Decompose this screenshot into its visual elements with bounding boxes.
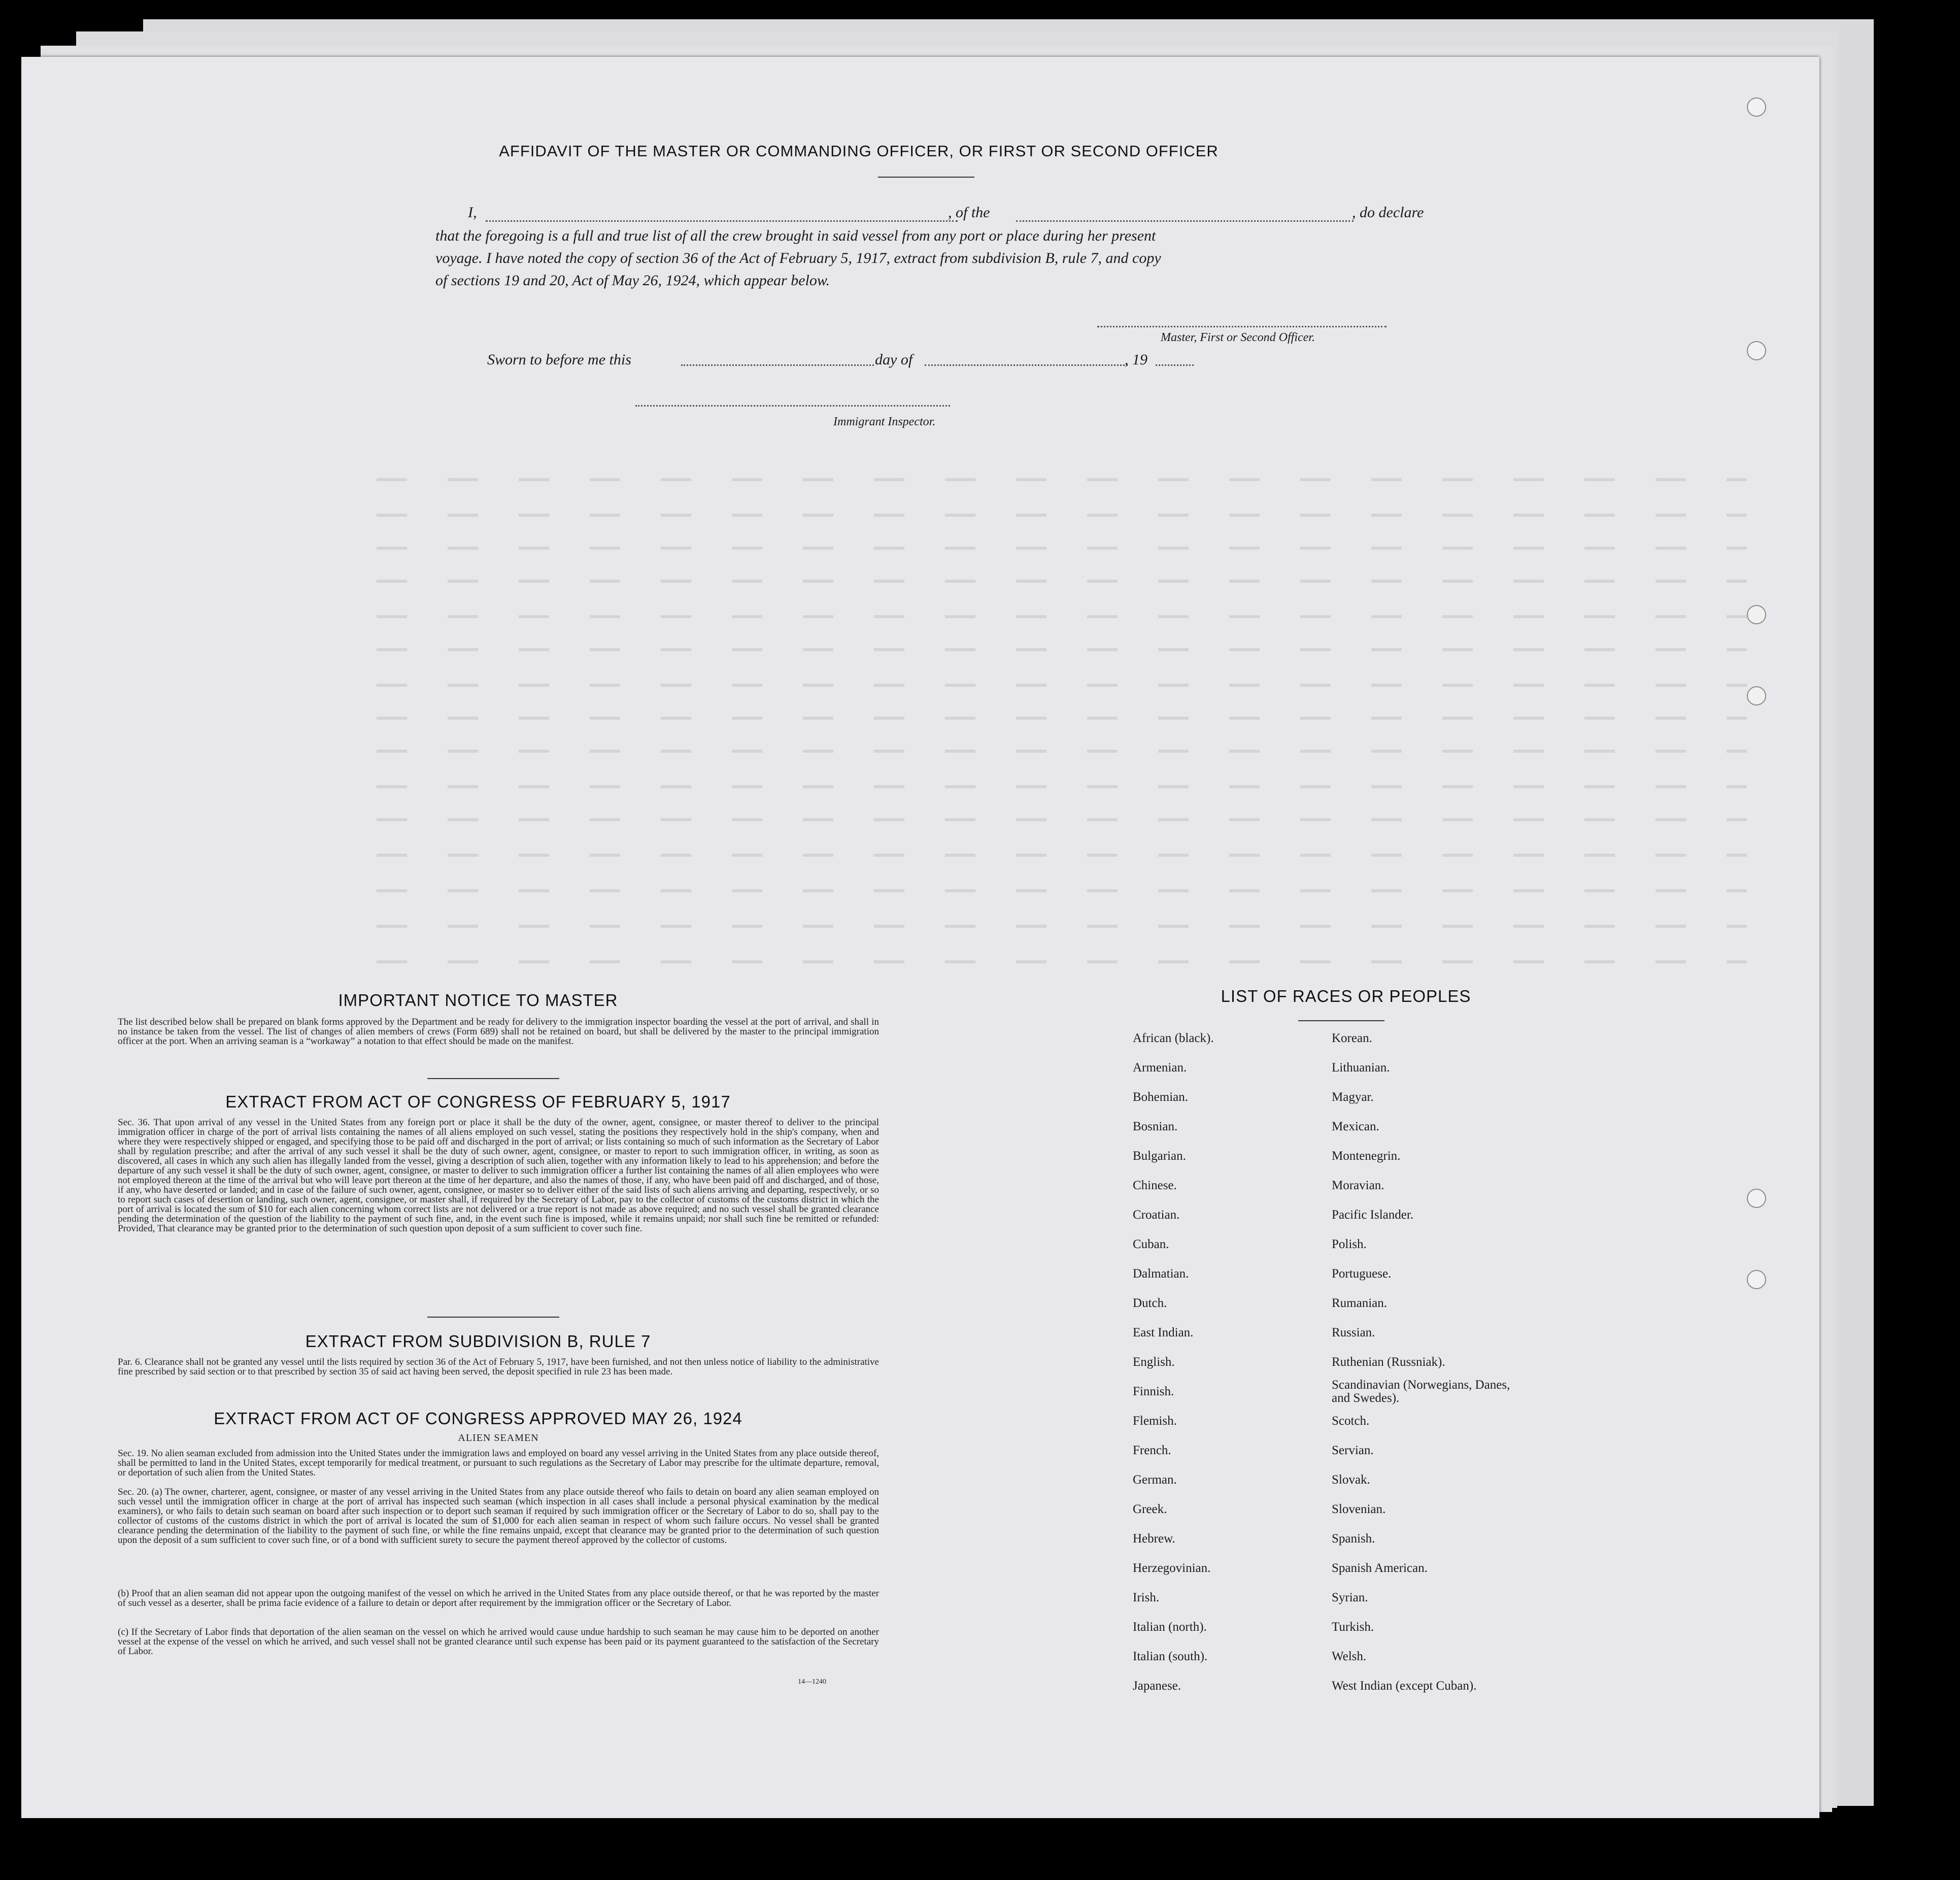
extract-1924-subtitle: ALIEN SEAMEN — [458, 1432, 539, 1443]
race-item: Finnish. — [1133, 1385, 1174, 1398]
name-blank[interactable] — [486, 220, 958, 222]
race-item: West Indian (except Cuban). — [1332, 1679, 1477, 1693]
binder-hole — [1747, 1189, 1766, 1208]
race-item: Dutch. — [1133, 1296, 1167, 1310]
extract-1924-sec20b: (b) Proof that an alien seaman did not appear upon the outgoing manifest of the vessel on which he arrived in the United States from any place outside thereof, or that he was reported by the master of such vessel as a deserter, shall be prima facie evidence of a failure to detain or deport after requirement by the immigration officer or the Secretary of Labor. — [118, 1588, 879, 1608]
race-item: Flemish. — [1133, 1414, 1177, 1428]
race-item: Chinese. — [1133, 1179, 1177, 1192]
race-item: Spanish American. — [1332, 1561, 1428, 1575]
affidavit-line-3: voyage. I have noted the copy of section 36 of the Act of February 5, 1917, extract from subdivision B, rule 7, and copy — [435, 250, 1161, 266]
race-item: Scandinavian (Norwegians, Danes, and Swedes). — [1332, 1378, 1510, 1405]
race-item: Moravian. — [1332, 1179, 1384, 1192]
show-through-row — [377, 684, 1747, 687]
race-item: Spanish. — [1332, 1532, 1375, 1546]
binder-hole — [1747, 605, 1766, 624]
sworn-month-blank[interactable] — [925, 364, 1128, 366]
affidavit-i: I, — [468, 204, 477, 221]
section-rule — [427, 1078, 559, 1079]
race-item: Lithuanian. — [1332, 1061, 1390, 1075]
race-item: French. — [1133, 1443, 1171, 1457]
race-item: Dalmatian. — [1133, 1267, 1189, 1281]
races-rule — [1298, 1020, 1384, 1021]
race-item: Scotch. — [1332, 1414, 1370, 1428]
show-through-row — [377, 514, 1747, 517]
show-through-row — [377, 615, 1747, 618]
race-item: Italian (north). — [1133, 1620, 1207, 1634]
master-signature-label: Master, First or Second Officer. — [1161, 331, 1315, 344]
show-through-row — [377, 648, 1747, 651]
affidavit-title: AFFIDAVIT OF THE MASTER OR COMMANDING OFFICER, OR FIRST OR SECOND OFFICER — [499, 142, 1219, 160]
race-item: Japanese. — [1133, 1679, 1181, 1693]
vessel-blank[interactable] — [1016, 220, 1354, 222]
show-through-row — [377, 960, 1747, 963]
race-item: Slovak. — [1332, 1473, 1370, 1487]
race-item: English. — [1133, 1355, 1175, 1369]
sworn-year: , 19 — [1125, 351, 1147, 368]
extract-1924-sec20c: (c) If the Secretary of Labor finds that deportation of the alien seaman on the vessel on which he arrived would cause undue hardship to such seaman he may cause him to be deported on another vessel at the expense of the vessel on which he arrived, and such vessel shall not be granted clearance until such expense has been paid or its payment guaranteed to the satisfaction of the Secretary of Labor. — [118, 1627, 879, 1657]
show-through-row — [377, 925, 1747, 928]
race-item: Magyar. — [1332, 1090, 1374, 1104]
race-item: Bosnian. — [1133, 1120, 1178, 1133]
race-item: Welsh. — [1332, 1650, 1367, 1663]
race-item: Italian (south). — [1133, 1650, 1208, 1663]
show-through-row — [377, 818, 1747, 821]
show-through-row — [377, 717, 1747, 720]
binder-hole — [1747, 97, 1766, 117]
race-item: East Indian. — [1133, 1326, 1194, 1339]
race-item: Korean. — [1332, 1031, 1372, 1045]
extract-1917-body: Sec. 36. That upon arrival of any vessel in the United States from any foreign port or place it shall be the duty of the owner, agent, consignee, or master thereof to deliver to the principal immigration officer in charge of the port of arrival lists containing the names of all aliens employed on such vessel, stating the positions they respectively hold in the ship's company, when and where they were respectively shipped or engaged, and specifying those to be paid off and discharged in the port of arrival; or lists containing so much of such information as the Secretary of Labor shall by regulation prescribe; and after the arrival of any such vessel it shall be the duty of such owner, agent, consignee, or master to report to such immigration officer, in writing, as soon as discovered, all cases in which any such alien has illegally landed from the vessel, giving a description of such alien, together with any information likely to lead to his apprehension; and before the departure of any such vessel it shall be the duty of such owner, agent, consignee, or master to deliver to such immigration officer a further list containing the names of all alien employees who were not employed thereon at the time of the arrival but who will leave port thereon at the time of her departure, and also the names of those, if any, who have been paid off and discharged, and of those, if any, who have deserted or landed; and in case of the failure of such owner, agent, consignee, or master so to deliver either of the said lists of such aliens arriving and departing, respectively, or so to report such cases of desertion or landing, such owner, agent, consignee, or master shall, if required by the Secretary of Labor, pay to the collector of customs of the customs district in which the port of arrival is located the sum of $10 for each alien concerning whom correct lists are not delivered or a true report is not made as above required; and no such vessel shall be granted clearance pending the determination of the question of the liability to the payment of such fine, and, in the event such fine is imposed, while it remains unpaid; nor shall such fine be remitted or refunded: Provided, That clearance may be granted prior to the determination of such question upon deposit of a sum sufficient to cover such fine. — [118, 1117, 879, 1234]
race-item: Servian. — [1332, 1443, 1374, 1457]
show-through-row — [377, 854, 1747, 857]
form-number: 14—1240 — [798, 1678, 826, 1686]
notice-title: IMPORTANT NOTICE TO MASTER — [338, 991, 618, 1010]
race-item: Portuguese. — [1332, 1267, 1392, 1281]
sworn-day-of: day of — [875, 351, 913, 368]
race-item: Herzegovinian. — [1133, 1561, 1211, 1575]
affidavit-do-declare: , do declare — [1352, 204, 1424, 221]
binder-hole — [1747, 1270, 1766, 1289]
binder-hole — [1747, 686, 1766, 706]
extract-1924-sec20a: Sec. 20. (a) The owner, charterer, agent, consignee, or master of any vessel arriving in the United States from any place outside thereof who fails to detain on board any alien seaman employed on such vessel until the immigration officer in charge at the port of arrival has inspected such seaman (which inspection in all cases shall include a personal physical examination by the medical examiners), or who fails to detain such seaman on board after such inspection or to deport such seaman if required by such immigration officer or the Secretary of Labor to do so, shall pay to the collector of customs of the customs district in which the port of arrival is located the sum of $1,000 for each alien seaman in respect of whom such failure occurs. No vessel shall be granted clearance pending the determination of the liability to the payment of such fine, or while the fine remains unpaid, except that clearance may be granted prior to the determination of such question upon the deposit of a sum sufficient to cover such fine, or of a bond with sufficient surety to secure the payment thereof approved by the collector of customs. — [118, 1487, 879, 1546]
race-item: Irish. — [1133, 1591, 1160, 1604]
race-item: Croatian. — [1133, 1208, 1180, 1222]
race-item: Rumanian. — [1332, 1296, 1388, 1310]
master-signature-blank[interactable] — [1097, 326, 1387, 327]
title-rule — [878, 177, 974, 178]
affidavit-of-the: , of the — [948, 204, 990, 221]
show-through-row — [377, 785, 1747, 788]
show-through-row — [377, 547, 1747, 550]
inspector-label: Immigrant Inspector. — [833, 415, 936, 428]
race-item: Montenegrin. — [1332, 1149, 1401, 1163]
race-item: African (black). — [1133, 1031, 1214, 1045]
inspector-signature-blank[interactable] — [635, 405, 950, 407]
extract-1924-sec19: Sec. 19. No alien seaman excluded from admission into the United States under the immigration laws and employed on board any vessel arriving in the United States from any place outside thereof, shall be permitted to land in the United States, except temporarily for medical treatment, or pursuant to such regulations as the Secretary of Labor may prescribe for the ultimate departure, removal, or deportation of such alien from the United States. — [118, 1448, 879, 1478]
binder-hole — [1747, 341, 1766, 360]
race-item: Hebrew. — [1133, 1532, 1175, 1546]
notice-body: The list described below shall be prepared on blank forms approved by the Department and be ready for delivery to the immigration inspector boarding the vessel at the port of arrival, and shall in no instance be taken from the vessel. The list of changes of alien members of crews (Form 689) shall not be retained on board, but shall be delivered by the master to the principal immigration officer at the port. When an arriving seaman is a “workaway” a notation to that effect should be made on the manifest. — [118, 1017, 879, 1047]
document-page — [21, 57, 1819, 1818]
show-through-row — [377, 580, 1747, 583]
show-through-row — [377, 750, 1747, 753]
sworn-year-blank[interactable] — [1156, 364, 1194, 366]
show-through-row — [377, 478, 1747, 481]
sworn-prefix: Sworn to before me this — [487, 351, 631, 368]
affidavit-line-4: of sections 19 and 20, Act of May 26, 1924, which appear below. — [435, 272, 830, 289]
race-item: Armenian. — [1133, 1061, 1187, 1075]
extract-1917-title: EXTRACT FROM ACT OF CONGRESS OF FEBRUARY 5, 1917 — [225, 1092, 731, 1111]
extract-rule7-body: Par. 6. Clearance shall not be granted any vessel until the lists required by section 36 of the Act of February 5, 1917, have been furnished, and not then unless notice of liability to the administrative fine prescribed by said section or to that prescribed by section 35 of said act having been served, the deposit specified in rule 23 has been made. — [118, 1357, 879, 1377]
show-through-row — [377, 889, 1747, 892]
extract-1924-title: EXTRACT FROM ACT OF CONGRESS APPROVED MAY 26, 1924 — [214, 1409, 742, 1428]
race-item: Ruthenian (Russniak). — [1332, 1355, 1445, 1369]
race-item: Bulgarian. — [1133, 1149, 1186, 1163]
extract-rule7-title: EXTRACT FROM SUBDIVISION B, RULE 7 — [305, 1332, 651, 1351]
race-item: German. — [1133, 1473, 1177, 1487]
race-item: Mexican. — [1332, 1120, 1379, 1133]
section-rule — [427, 1317, 559, 1318]
race-item: Bohemian. — [1133, 1090, 1189, 1104]
race-item: Syrian. — [1332, 1591, 1368, 1604]
race-item: Turkish. — [1332, 1620, 1374, 1634]
race-item: Polish. — [1332, 1237, 1367, 1251]
race-item: Pacific Islander. — [1332, 1208, 1414, 1222]
race-item: Russian. — [1332, 1326, 1375, 1339]
races-title: LIST OF RACES OR PEOPLES — [1221, 987, 1471, 1005]
race-item: Slovenian. — [1332, 1502, 1386, 1516]
affidavit-line-2: that the foregoing is a full and true list of all the crew brought in said vessel from any port or place during her present — [435, 227, 1156, 244]
race-item: Greek. — [1133, 1502, 1167, 1516]
sworn-day-blank[interactable] — [681, 364, 874, 366]
race-item: Cuban. — [1133, 1237, 1169, 1251]
